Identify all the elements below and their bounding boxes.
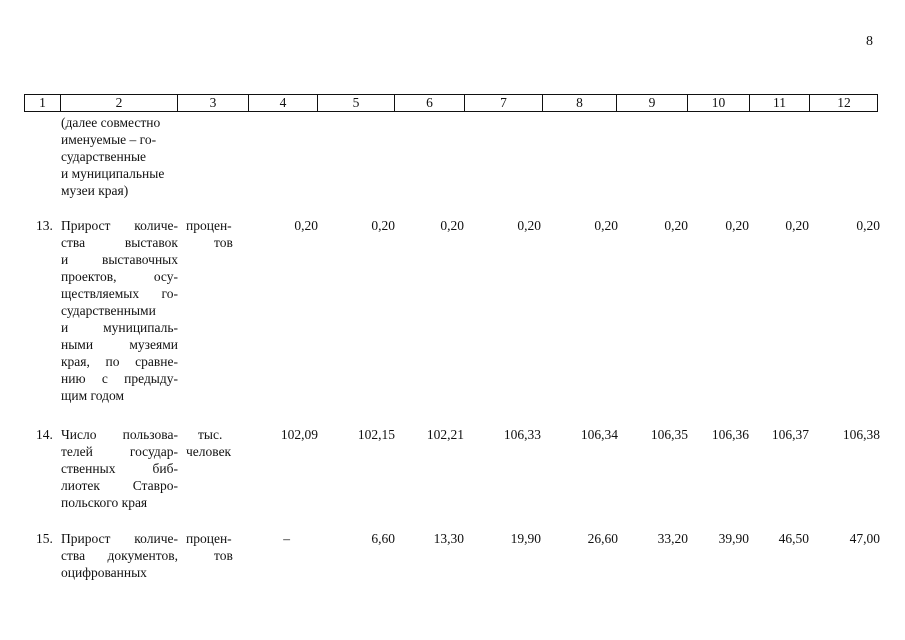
text-line: тов <box>214 548 233 563</box>
value-cell: 106,33 <box>503 427 541 442</box>
value-cell: 102,15 <box>357 427 395 442</box>
text-line: проектов, осу- <box>61 269 178 284</box>
value-cell: 106,36 <box>711 427 749 442</box>
header-cell: 8 <box>542 95 616 111</box>
text-line: тов <box>214 235 233 250</box>
text-line: края, по сравне- <box>61 354 178 369</box>
value-cell: 39,90 <box>718 531 749 546</box>
text-line: польского края <box>61 495 148 510</box>
value-cell: 0,20 <box>664 218 688 233</box>
text-line: и выставочных <box>61 252 178 267</box>
value-cell: 0,20 <box>371 218 395 233</box>
value-cell: 0,20 <box>517 218 541 233</box>
text-line: музеи края) <box>61 183 129 198</box>
value-cell: 0,20 <box>785 218 809 233</box>
text-line: ства выставок <box>61 235 178 250</box>
header-cell: 4 <box>248 95 317 111</box>
value-cell: 26,60 <box>587 531 618 546</box>
header-cell: 6 <box>394 95 464 111</box>
value-cell: 106,37 <box>771 427 809 442</box>
value-cell: 0,20 <box>294 218 318 233</box>
row-number: 13. <box>36 218 53 233</box>
text-line: (далее совместно <box>61 115 161 130</box>
header-cell: 9 <box>616 95 687 111</box>
text-line: ства документов, <box>61 548 178 563</box>
text-line: ществляемых го- <box>61 286 178 301</box>
text-line: Прирост количе- <box>61 218 178 233</box>
value-cell: 47,00 <box>849 531 880 546</box>
text-line: оцифрованных <box>61 565 147 580</box>
row-number: 14. <box>36 427 53 442</box>
value-cell: 0,20 <box>440 218 464 233</box>
value-cell: 19,90 <box>510 531 541 546</box>
header-cell: 7 <box>464 95 542 111</box>
text-line: нию с предыду- <box>61 371 178 386</box>
text-line: именуемые – го- <box>61 132 157 147</box>
header-cell: 1 <box>39 95 46 110</box>
text-line: и муниципаль- <box>61 320 178 335</box>
text-line: ными музеями <box>61 337 178 352</box>
text-line: сударственные <box>61 149 147 164</box>
text-line: щим годом <box>61 388 125 403</box>
text-line: лиотек Ставро- <box>61 478 178 493</box>
value-cell: 13,30 <box>433 531 464 546</box>
header-cell: 2 <box>60 95 177 111</box>
text-line: телей государ- <box>61 444 178 459</box>
value-cell: 46,50 <box>778 531 809 546</box>
value-cell: 102,21 <box>426 427 464 442</box>
text-line: Прирост количе- <box>61 531 178 546</box>
value-cell: – <box>283 531 290 546</box>
text-line: и муниципальные <box>61 166 165 181</box>
header-cell: 12 <box>809 95 878 111</box>
text-line: процен- <box>186 531 232 546</box>
header-cell: 10 <box>687 95 749 111</box>
text-line: тыс. <box>198 427 223 442</box>
value-cell: 6,60 <box>371 531 395 546</box>
page-number: 8 <box>866 34 873 49</box>
value-cell: 106,38 <box>842 427 880 442</box>
value-cell: 0,20 <box>594 218 618 233</box>
text-line: сударственными <box>61 303 156 318</box>
value-cell: 106,34 <box>580 427 618 442</box>
header-cell: 11 <box>749 95 809 111</box>
text-line: Число пользова- <box>61 427 178 442</box>
value-cell: 102,09 <box>280 427 318 442</box>
value-cell: 0,20 <box>725 218 749 233</box>
text-line: ственных биб- <box>61 461 178 476</box>
value-cell: 0,20 <box>856 218 880 233</box>
value-cell: 106,35 <box>650 427 688 442</box>
table-header-row <box>24 94 878 112</box>
text-line: человек <box>186 444 232 459</box>
text-line: процен- <box>186 218 232 233</box>
row-number: 15. <box>36 531 53 546</box>
header-cell: 3 <box>177 95 248 111</box>
header-cell: 5 <box>317 95 394 111</box>
value-cell: 33,20 <box>657 531 688 546</box>
